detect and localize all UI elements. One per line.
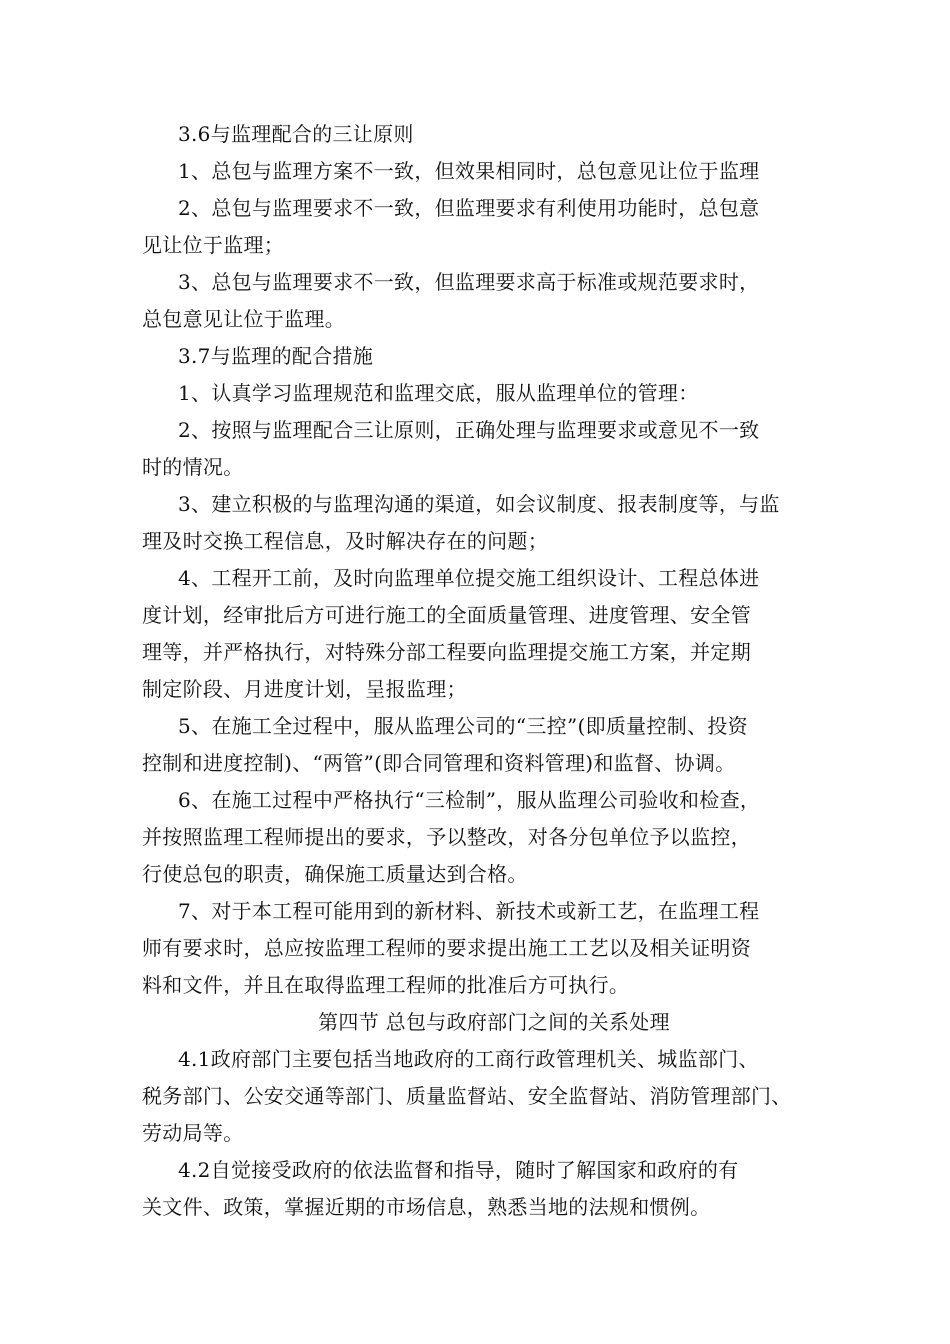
section-heading-3-7: 3.7与监理的配合措施 — [178, 344, 374, 368]
paragraph-line: 3、建立积极的与监理沟通的渠道，如会议制度、报表制度等，与监 — [178, 492, 780, 516]
paragraph-line: 理等，并严格执行，对特殊分部工程要向监理提交施工方案，并定期 — [142, 640, 751, 664]
paragraph-line: 关文件、政策，掌握近期的市场信息，熟悉当地的法规和惯例。 — [142, 1195, 711, 1219]
paragraph-line: 行使总包的职责，确保施工质量达到合格。 — [142, 862, 528, 886]
paragraph-line: 3、总包与监理要求不一致，但监理要求高于标准或规范要求时， — [178, 270, 760, 294]
paragraph-line: 6、在施工过程中严格执行“三检制”，服从监理公司验收和检查， — [178, 788, 761, 812]
paragraph-line: 1、总包与监理方案不一致，但效果相同时，总包意见让位于监理 — [178, 159, 760, 183]
section-title-4: 第四节 总包与政府部门之间的关系处理 — [318, 1010, 670, 1034]
section-heading-3-6: 3.6与监理配合的三让原则 — [178, 122, 414, 146]
paragraph-line: 7、对于本工程可能用到的新材料、新技术或新工艺，在监理工程 — [178, 899, 760, 923]
paragraph-line: 时的情况。 — [142, 455, 244, 479]
paragraph-line: 5、在施工全过程中，服从监理公司的“三控”(即质量控制、投资 — [178, 714, 748, 738]
paragraph-line: 1、认真学习监理规范和监理交底，服从监理单位的管理： — [178, 381, 699, 405]
paragraph-line: 2、按照与监理配合三让原则，正确处理与监理要求或意见不一致 — [178, 418, 760, 442]
paragraph-line: 师有要求时，总应按监理工程师的要求提出施工工艺以及相关证明资 — [142, 936, 751, 960]
paragraph-line: 料和文件，并且在取得监理工程师的批准后方可执行。 — [142, 973, 630, 997]
paragraph-line: 控制和进度控制)、“两管”(即合同管理和资料管理)和监督、协调。 — [142, 751, 736, 775]
paragraph-line: 2、总包与监理要求不一致，但监理要求有利使用功能时，总包意 — [178, 196, 760, 220]
paragraph-line: 理及时交换工程信息，及时解决存在的问题； — [142, 529, 548, 553]
paragraph-line: 4.2自觉接受政府的依法监督和指导，随时了解国家和政府的有 — [178, 1158, 739, 1182]
paragraph-line: 4、工程开工前，及时向监理单位提交施工组织设计、工程总体进 — [178, 566, 760, 590]
paragraph-line: 总包意见让位于监理。 — [142, 307, 345, 331]
paragraph-line: 见让位于监理； — [142, 233, 285, 257]
paragraph-line: 并按照监理工程师提出的要求，予以整改，对各分包单位予以监控， — [142, 825, 751, 849]
paragraph-line: 劳动局等。 — [142, 1121, 244, 1145]
paragraph-line: 税务部门、公安交通等部门、质量监督站、安全监督站、消防管理部门、 — [142, 1084, 792, 1108]
paragraph-line: 制定阶段、月进度计划，呈报监理； — [142, 677, 467, 701]
paragraph-line: 4.1政府部门主要包括当地政府的工商行政管理机关、城监部门、 — [178, 1047, 759, 1071]
document-body — [142, 116, 822, 1226]
paragraph-line: 度计划，经审批后方可进行施工的全面质量管理、进度管理、安全管 — [142, 603, 751, 627]
